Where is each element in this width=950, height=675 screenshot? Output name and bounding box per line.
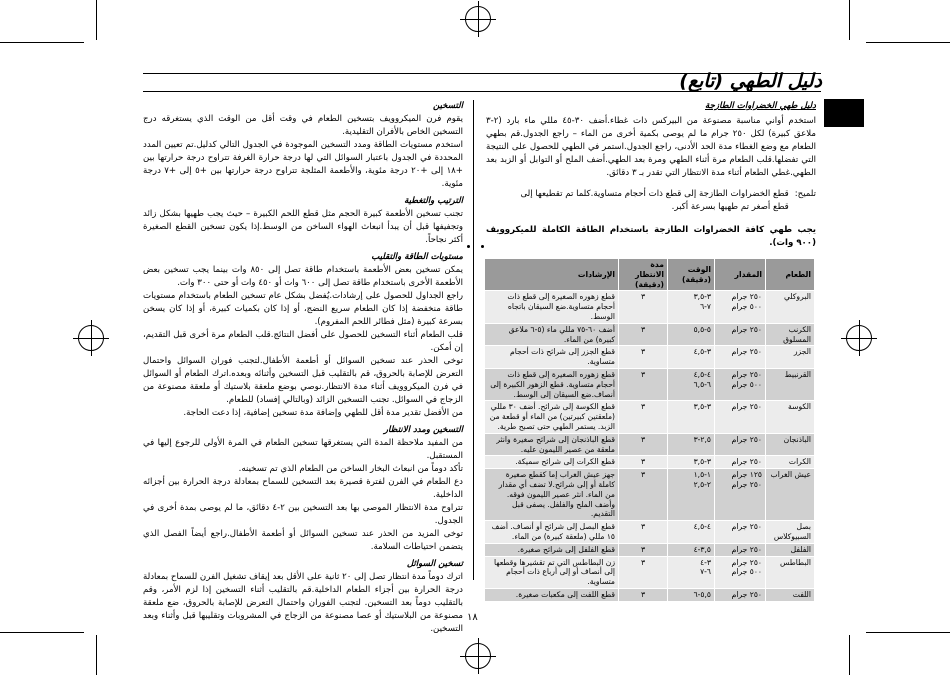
body-paragraph: اترك دوماً مدة انتظار تصل إلى ٢٠ ثانية على الأقل بعد إيقاف تشغيل الفرن للسماح بمعادلة درجة الحرارة بين أجزاء الطعام الداخلية.قم بالتقليب أثناء التسخين إذا لزم الأمر، وقم بالتقليب دوماً بعد التسخين. لتجنب الفوران واحتمال التعرض للإصابة بالحروق، ضع ملعقة مصنوعة من البلاستيك أو عصا مصنوعة من الزجاج في المشروبات وتقليبها قبل وأثناء وبعد التسخين. xyxy=(143,572,463,634)
cell-food: الفلفل xyxy=(766,543,815,556)
cell-food: الجزر xyxy=(766,346,815,369)
body-paragraph: استخدم مستويات الطاقة ومدد التسخين الموجودة في الجدول التالي كدليل.تم تعيين المدد المحددة في الجدول باعتبار السوائل التي لها درجة حرارة الغرفة تتراوح درجة حرارتها بين +١٨ إلى +٢٠ درجة مئوية، والأطعمة المثلجة تتراوح درجة حرارتها بين +٥ إلى +٧ درجة مئوية. xyxy=(143,140,463,189)
body-paragraph: يمكن تسخين بعض الأطعمة باستخدام طاقة تصل إلى ٨٥٠ وات بينما يجب تسخين بعض الأطعمة الأخرى باستخدام طاقة تصل إلى ٦٠٠ وات أو ٤٥٠ وات أو حتى ٣٠٠ وات. xyxy=(143,265,463,288)
cell-amount: ٢٥٠ جرام xyxy=(715,401,766,433)
cell-amount: ٢٥٠ جرام xyxy=(715,521,766,544)
crop-mark xyxy=(849,0,850,40)
registration-mark-icon xyxy=(78,325,104,351)
table-row xyxy=(485,368,815,400)
page-number: ١٨ xyxy=(467,612,478,623)
tip-block xyxy=(486,188,816,214)
bullet-dot xyxy=(481,245,484,248)
table-row xyxy=(485,556,815,588)
registration-mark-icon xyxy=(465,643,491,669)
cell-time: ٣-٤,٥ xyxy=(668,346,715,369)
tip-label: تلميح: xyxy=(794,189,816,199)
cell-amount: ٢٥٠ جرام xyxy=(715,346,766,369)
section-heading: تسخين السوائل xyxy=(406,559,463,569)
cell-instructions: أضف ٦٠-٧٥ مللي ماء (٥-٦ ملاعق كبيرة) من الماء. xyxy=(485,323,619,346)
tip-body xyxy=(521,188,789,214)
cell-food: القرنبيط xyxy=(766,368,815,400)
section-heading: التسخين xyxy=(433,101,463,111)
table-row xyxy=(485,588,815,601)
cell-instructions: قطع اللفت إلى مكعبات صغيرة. xyxy=(485,588,619,601)
cell-instructions: قطع زهوره الصغيرة إلى قطع ذات أحجام متساوية.ضع السيقان باتجاه الوسط. xyxy=(485,291,619,323)
cell-amount: ٢٥٠ جرام xyxy=(715,543,766,556)
cell-amount: ٢٥٠ جرام xyxy=(715,323,766,346)
cell-amount: ١٢٥ جرام ٢٥٠ جرام xyxy=(715,469,766,521)
body-paragraph: توخى المزيد من الحذر عند تسخين السوائل أو أطعمة الأطفال.راجع أيضاً الفصل الذي يتضمن احتياطات السلامة. xyxy=(143,529,463,552)
left-column xyxy=(143,98,463,636)
bullet-dot xyxy=(467,245,470,248)
table-body xyxy=(485,291,815,601)
body-paragraph: تتراوح مدة الانتظار الموصى بها بعد التسخين بين ٢-٤ دقائق، ما لم يوصى بمدة أخرى في الجدول. xyxy=(143,503,464,526)
cell-amount: ٢٥٠ جرام ٥٠٠ جرام xyxy=(715,368,766,400)
tip-line: قطع أصغر تم طهيها بسرعة أكبر. xyxy=(671,202,789,212)
cell-standing-time: ٣ xyxy=(619,346,668,369)
column-header-standing-time: مدة الانتظار (دقيقة) xyxy=(619,259,668,291)
table-row xyxy=(485,469,815,521)
section-heading: الترتيب والتغطية xyxy=(404,196,463,206)
cell-instructions: قطع الباذنجان إلى شرائح صغيرة وانثر ملعقة من عصير الليمون عليه. xyxy=(485,433,619,456)
registration-mark-icon xyxy=(465,6,491,32)
cell-instructions: زن البطاطس التي تم تقشيرها وقطعها إلى أنصاف أو إلى أرباع ذات أحجام متساوية. xyxy=(485,556,619,588)
cell-amount: ٢٥٠ جرام xyxy=(715,588,766,601)
crop-mark xyxy=(0,632,84,633)
cell-time: ١-١,٥ ٢-٢,٥ xyxy=(668,469,715,521)
cell-time: ٣-٤ ٦-٧ xyxy=(668,556,715,588)
cell-standing-time: ٣ xyxy=(619,556,668,588)
column-header-time: الوقت (دقيقة) xyxy=(668,259,715,291)
section-tab-marker xyxy=(824,99,864,127)
cell-time: ٥-٥,٥ xyxy=(668,323,715,346)
cell-time: ٣-٣,٥ xyxy=(668,401,715,433)
cell-instructions: قطع الجزر إلى شرائح ذات أحجام متساوية. xyxy=(485,346,619,369)
section-heading: مستويات الطاقة والتقليب xyxy=(371,252,463,262)
cell-standing-time: ٣ xyxy=(619,543,668,556)
cell-standing-time: ٣ xyxy=(619,469,668,521)
table-caption: يجب طهي كافة الخضراوات الطازجة باستخدام الطاقة الكاملة للميكروويف (٩٠٠ وات). xyxy=(486,225,816,248)
cell-food: البطاطس xyxy=(766,556,815,588)
cell-food: البروكلي xyxy=(766,291,815,323)
cell-food: عيش الغراب xyxy=(766,469,815,521)
cell-food: الكرنب المسلوق xyxy=(766,323,815,346)
body-paragraph: تجنب تسخين الأطعمة كبيرة الحجم مثل قطع اللحم الكبيرة – حيث يجب طهيها بشكل زائد وتجفيفها قبل أن يبدأ انبعاث الهواء الساخن من الوسط.إذا يكون تسخين القطع الصغيرة أكثر نجاحاً. xyxy=(143,209,463,245)
body-paragraph: من المفيد ملاحظة المدة التي يستغرقها تسخين الطعام في المرة الأولى للرجوع إليها في المستقبل. xyxy=(143,438,463,461)
body-paragraph: من الأفضل تقدير مدة أقل للطهي وإضافة مدة تسخين إضافية، إذا دعت الحاجة. xyxy=(183,408,463,418)
cell-amount: ٢٥٠ جرام ٥٠٠ جرام xyxy=(715,291,766,323)
table-row xyxy=(485,521,815,544)
cell-time: ٤-٤,٥ xyxy=(668,521,715,544)
body-paragraph: تأكد دوماً من انبعاث البخار الساخن من الطعام الذي تم تسخينه. xyxy=(238,464,463,474)
cell-standing-time: ٣ xyxy=(619,433,668,456)
vegetables-cooking-table xyxy=(484,258,815,602)
table-row xyxy=(485,543,815,556)
page-title: دليل الطهي (تابع) xyxy=(679,70,822,92)
table-row xyxy=(485,291,815,323)
cell-time: ٣,٥-٤ xyxy=(668,543,715,556)
cell-standing-time: ٣ xyxy=(619,521,668,544)
crop-mark xyxy=(96,0,97,40)
crop-mark xyxy=(866,42,950,43)
cell-time: ٣-٣,٥ xyxy=(668,456,715,469)
cell-instructions: جهز عيش الغراب إما كقطع صغيرة كاملة أو إلى شرائح.لا تضف أي مقدار من الماء. انثر عصير الليمون فوقه. وأضف الملح والفلفل. يصفى قبل التقديم. xyxy=(485,469,619,521)
right-column xyxy=(486,98,816,250)
table-row xyxy=(485,323,815,346)
cell-food: الكوسة xyxy=(766,401,815,433)
cell-food: اللفت xyxy=(766,588,815,601)
body-paragraph: توخى الحذر عند تسخين السوائل أو أطعمة الأطفال.لتجنب فوران السوائل واحتمال التعرض للإصابة بالحروق، قم بالتقليب قبل التسخين وأثنائه وبعده.اترك الطعام أو السوائل في فرن الميكروويف أثناء مدة الانتظار.نوصي بوضع ملعقة بلاستيك أو ملعقة مصنوعة من الزجاج في السوائل. تجنب التسخين الزائد (وبالتالي إفساد) للطعام. xyxy=(143,356,463,405)
column-header-instructions: الإرشادات xyxy=(485,259,619,291)
tip-line: قطع الخضراوات الطازجة إلى قطع ذات أحجام متساوية.كلما تم تقطيعها إلى xyxy=(520,189,789,199)
cell-standing-time: ٣ xyxy=(619,291,668,323)
crop-mark xyxy=(849,635,850,675)
cell-standing-time: ٣ xyxy=(619,588,668,601)
crop-mark xyxy=(866,632,950,633)
column-header-amount: المقدار xyxy=(715,259,766,291)
table-row xyxy=(485,433,815,456)
crop-mark xyxy=(0,42,84,43)
body-paragraph: قلب الطعام أثناء التسخين للحصول على أفضل النتائج.قلب الطعام مرة أخرى قبل التقديم، إن أمكن. xyxy=(143,330,463,353)
body-paragraph: راجع الجداول للحصول على إرشادات.يُفضل بشكل عام تسخين الطعام باستخدام مستويات طاقة منخفضة إذا كان الطعام سريع النضج، أو إذا كان بكميات كبيرة، أو إذا كان يسخن بسرعة كبيرة (مثل فطائر اللحم المفروم). xyxy=(143,291,463,327)
section-heading: دليل طهي الخضراوات الطازجة xyxy=(705,101,816,111)
cell-instructions: قطع زهوره الصغيرة إلى قطع ذات أحجام متساوية. قطع الزهور الكبيرة إلى أنصاف.ضع السيقان إلى الوسط. xyxy=(485,368,619,400)
column-divider xyxy=(473,100,474,580)
cell-standing-time: ٣ xyxy=(619,456,668,469)
table-row xyxy=(485,401,815,433)
cell-instructions: قطع الكرات إلى شرائح سميكة. xyxy=(485,456,619,469)
registration-mark-icon xyxy=(846,325,872,351)
cell-standing-time: ٣ xyxy=(619,323,668,346)
table-row xyxy=(485,456,815,469)
cell-time: ٣-٣,٥ ٧-٦ xyxy=(668,291,715,323)
cell-food: الكرات xyxy=(766,456,815,469)
cell-instructions: قطع البصل إلى شرائح أو أنصاف. أضف ١٥ مللي (ملعقة كبيرة) من الماء. xyxy=(485,521,619,544)
cell-instructions: قطع الفلفل إلى شرائح صغيرة. xyxy=(485,543,619,556)
cell-standing-time: ٣ xyxy=(619,368,668,400)
cell-amount: ٢٥٠ جرام ٥٠٠ جرام xyxy=(715,556,766,588)
crop-mark xyxy=(96,635,97,675)
cell-amount: ٢٥٠ جرام xyxy=(715,456,766,469)
table-row xyxy=(485,346,815,369)
cell-time: ٥,٥-٦ xyxy=(668,588,715,601)
section-heading: التسخين ومدد الانتظار xyxy=(383,425,463,435)
intro-paragraph: استخدم أواني مناسبة مصنوعة من البيركس ذات غطاء.أضف ٣٠-٤٥ مللي ماء بارد (٢-٣ ملاعق كبيرة) لكل ٢٥٠ جرام ما لم يوصى بكمية أخرى من الماء – راجع الجدول.قم بطهي الطعام مع وضع الغطاء مدة الحد الأدنى، راجع الجدول.استمر في الطهي للحصول على النتيجة التي تفضلها.قلب الطعام مرة أثناء الطهي ومرة بعد الطهي.أضف الملح أو التوابل أو الزبد بعد الطهي.غطي الطعام أثناء مدة الانتظار التي تقدر بـ ٣ دقائق. xyxy=(486,116,817,178)
cell-time: ٢,٥-٣ xyxy=(668,433,715,456)
cell-food: بصل السبيوكلاس xyxy=(766,521,815,544)
cell-food: الباذنجان xyxy=(766,433,815,456)
cell-amount: ٢٥٠ جرام xyxy=(715,433,766,456)
body-paragraph: دع الطعام في الفرن لفترة قصيرة بعد التسخين للسماح بمعادلة درجة الحرارة بين أجزائه الداخلية. xyxy=(143,477,463,500)
body-paragraph: يقوم فرن الميكروويف بتسخين الطعام في وقت أقل من الوقت الذي يستغرقه درج التسخين الخاص بالأفران التقليدية. xyxy=(143,114,463,137)
cell-standing-time: ٣ xyxy=(619,401,668,433)
cell-time: ٤-٤,٥ ٦-٦,٥ xyxy=(668,368,715,400)
column-header-food: الطعام xyxy=(766,259,815,291)
table-header-row xyxy=(485,259,815,291)
cell-instructions: قطع الكوسة إلى شرائح. أضف ٣٠ مللي (ملعقتين كبيرتين) من الماء أو قطعة من الزبد. يستمر الطهي حتى تصبح طرية. xyxy=(485,401,619,433)
